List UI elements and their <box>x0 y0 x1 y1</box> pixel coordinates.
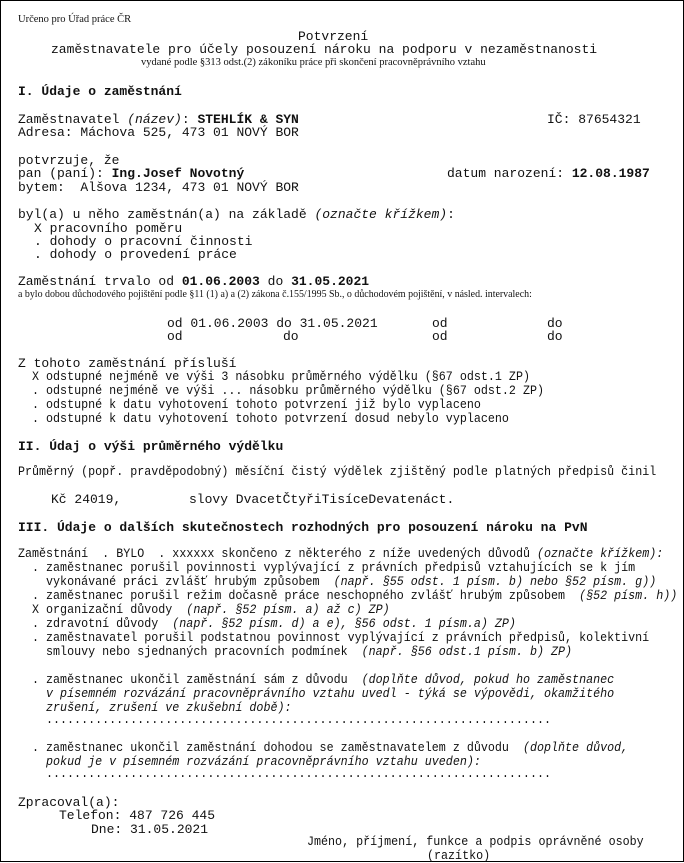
date-row <box>91 823 208 836</box>
person-name: Ing.Josef Novotný <box>111 166 245 181</box>
own-reason-line3: zrušení, zrušení ve zkušební době): <box>32 701 292 715</box>
agreement-line2: pokud je v písemném rozvázání pracovněprávního vztahu uveden): <box>32 755 481 769</box>
date-value: 31.05.2021 <box>130 822 209 837</box>
agreement-line1 <box>32 742 628 755</box>
employer-name: STEHLÍK & SYN <box>197 112 299 127</box>
employment-basis-text: byl(a) u něho zaměstnán(a) na základě <box>18 207 315 222</box>
termination-intro <box>18 548 663 561</box>
ic-value: 87654321 <box>578 112 641 127</box>
own-reason-dots: ........................................................................ <box>46 713 551 727</box>
employment-basis-italic: (označte křížkem) <box>314 207 448 222</box>
termination-intro-text: Zaměstnání . BYLO . xxxxxx skončeno z některého z níže uvedených důvodů <box>18 547 538 561</box>
agreement-italic: (doplňte důvod, <box>522 741 629 755</box>
employer-label: Zaměstnavatel <box>18 112 128 127</box>
address-label: Adresa: <box>18 125 81 140</box>
phone-value: 487 726 445 <box>129 808 216 823</box>
own-reason-line2: v písemném rozvázání pracovněprávního vztahu uvedl - týká se výpovědi, okamžitého <box>32 687 615 701</box>
confirms-text: potvrzuje, že <box>18 153 120 168</box>
reason-italic: (např. §52 písm. d) a e), §56 odst. 1 písm.a) ZP) <box>172 617 516 631</box>
employer-label-italic: (název) <box>127 112 182 127</box>
employment-basis-colon: : <box>447 207 455 222</box>
severance-option: X odstupné nejméně ve výši 3 násobku průměrného výdělku (§67 odst.1 ZP) <box>32 370 530 384</box>
office-note: Určeno pro Úřad práce ČR <box>18 14 132 25</box>
reason-text: . zdravotní důvody <box>32 617 173 631</box>
reason-item <box>32 646 572 659</box>
employment-basis <box>18 208 455 221</box>
reason-text: . zaměstnavatel porušil podstatnou povinnost vyplývající z právních předpisů, kolektivní <box>32 631 650 645</box>
phone-row <box>59 809 215 822</box>
employer-label-colon: : <box>181 112 198 127</box>
basis-option: . dohody o provedení práce <box>34 247 237 262</box>
earnings-description: Průměrný (popř. pravděpodobný) měsíční čistý výdělek zjištěný podle platných předpisů činil <box>18 465 657 479</box>
birth-value: 12.08.1987 <box>571 166 650 181</box>
residence-label: bytem: <box>18 180 81 195</box>
reason-item <box>32 618 516 631</box>
reason-item <box>32 576 656 589</box>
address-value: Máchova 525, 473 01 NOVÝ BOR <box>80 125 299 140</box>
processed-label: Zpracoval(a): <box>18 795 120 810</box>
severance-heading: Z tohoto zaměstnání přísluší <box>18 356 237 371</box>
own-reason-text: . zaměstnanec ukončil zaměstnání sám z důvodu <box>32 673 362 687</box>
interval-1: od 01.06.2003 do 31.05.2021 <box>167 316 378 331</box>
earnings-words: slovy DvacetČtyřiTisíceDevatenáct. <box>189 492 455 507</box>
signature-line: Jméno, příjmení, funkce a podpis oprávněné osoby <box>307 835 644 849</box>
ic-label: IČ: <box>547 112 579 127</box>
termination-intro-italic: (označte křížkem): <box>537 547 664 561</box>
ic-row <box>547 113 641 126</box>
birth-label: datum narození: <box>447 166 572 181</box>
reason-text: X organizační důvody <box>32 603 187 617</box>
severance-option: . odstupné k datu vyhotovení tohoto potvrzení dosud nebylo vyplaceno <box>32 412 509 426</box>
form-title: Potvrzení <box>298 29 369 44</box>
reason-item <box>32 632 649 645</box>
own-reason-italic: (doplňte důvod, pokud ho zaměstnanec <box>361 673 615 687</box>
reason-item <box>32 590 677 603</box>
interval-4-to: do <box>547 329 563 344</box>
residence-row <box>18 181 299 194</box>
birth-row <box>447 167 650 180</box>
reason-italic: (např. §56 odst.1 písm. b) ZP) <box>361 645 573 659</box>
duration-to-label: do <box>259 274 292 289</box>
reason-text: vykonávané práci zvlášť hrubým způsobem <box>32 575 334 589</box>
person-label: pan (paní): <box>18 166 112 181</box>
severance-option: . odstupné k datu vyhotovení tohoto potvrzení již bylo vyplaceno <box>32 398 481 412</box>
section2-heading: II. Údaj o výši průměrného výdělku <box>18 439 284 454</box>
basis-option: . dohody o pracovní činnosti <box>34 234 253 249</box>
earnings-amount: Kč 24019, <box>51 492 122 507</box>
reason-text: smlouvy nebo sjednaných pracovních podmínek <box>32 645 362 659</box>
phone-label: Telefon: <box>59 808 130 823</box>
duration-row <box>18 275 369 288</box>
residence-value: Alšova 1234, 473 01 NOVÝ BOR <box>80 180 299 195</box>
stamp-label: (razítko) <box>427 849 491 863</box>
section3-heading: III. Údaje o dalších skutečnostech rozhodných pro posouzení nároku na PvN <box>18 520 588 535</box>
reason-item <box>32 604 390 617</box>
insurance-note: a bylo dobou důchodového pojištění podle §11 (1) a) a (2) zákona č.155/1995 Sb., o důchodovém pojištění, v násled. intervalech: <box>18 289 532 300</box>
reason-italic: (např. §55 odst. 1 písm. b) nebo §52 písm. g)) <box>333 575 657 589</box>
severance-option: . odstupné nejméně ve výši ... násobku průměrného výdělku (§67 odst.2 ZP) <box>32 384 545 398</box>
interval-2-from: od <box>432 316 448 331</box>
reason-italic: (např. §52 písm. a) až c) ZP) <box>186 603 390 617</box>
duration-to: 31.05.2021 <box>291 274 370 289</box>
interval-3-from: od <box>167 329 183 344</box>
agreement-dots: ........................................................................ <box>46 767 551 781</box>
interval-4-from: od <box>432 329 448 344</box>
basis-option: X pracovního poměru <box>34 221 183 236</box>
agreement-text: . zaměstnanec ukončil zaměstnání dohodou se zaměstnavatelem z důvodu <box>32 741 523 755</box>
form-title-line2: zaměstnavatele pro účely posouzení nároku na podporu v nezaměstnanosti <box>51 42 598 57</box>
person-row <box>18 167 244 180</box>
section1-heading: I. Údaje o zaměstnání <box>18 84 182 99</box>
interval-3-to: do <box>283 329 299 344</box>
own-reason-line1 <box>32 674 614 687</box>
interval-2-to: do <box>547 316 563 331</box>
duration-label: Zaměstnání trvalo od <box>18 274 182 289</box>
date-label: Dne: <box>91 822 131 837</box>
reason-text: . zaměstnanec porušil povinnosti vyplývající z právních předpisů vztahujících se k jím <box>32 561 636 575</box>
form-subtitle: vydané podle §313 odst.(2) zákoníku práce při skončení pracovněprávního vztahu <box>141 57 486 68</box>
reason-text: . zaměstnanec porušil režim dočasně práce neschopného zvlášť hrubým způsobem <box>32 589 580 603</box>
reason-italic: (§52 písm. h)) <box>579 589 678 603</box>
duration-from: 01.06.2003 <box>181 274 260 289</box>
address-row <box>18 126 299 139</box>
reason-item <box>32 562 635 575</box>
